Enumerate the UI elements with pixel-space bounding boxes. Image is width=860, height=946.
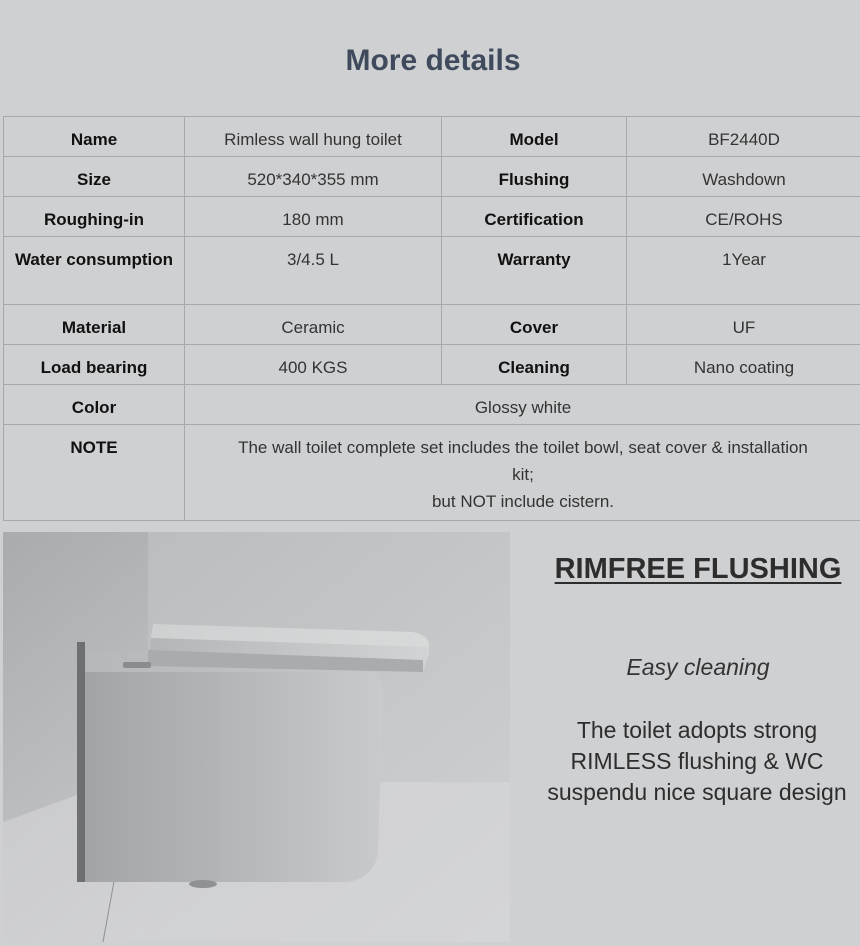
- wall-hung-toilet-image: [3, 532, 510, 942]
- table-row: [4, 305, 860, 345]
- note-value: [185, 425, 860, 521]
- certification-label: Certification: [442, 197, 627, 237]
- table-row: [4, 197, 860, 237]
- color-label: Color: [4, 385, 185, 425]
- size-value: 520*340*355 mm: [185, 157, 442, 197]
- table-row: [4, 345, 860, 385]
- model-label: Model: [442, 117, 627, 157]
- size-label: Size: [4, 157, 185, 197]
- spec-table: [3, 116, 860, 521]
- cleaning-label: Cleaning: [442, 345, 627, 385]
- table-row: [4, 157, 860, 197]
- warranty-label: Warranty: [442, 237, 627, 305]
- name-value: Rimless wall hung toilet: [185, 117, 442, 157]
- page-title: More details: [345, 44, 521, 77]
- cleaning-value: Nano coating: [627, 345, 860, 385]
- table-row: [4, 385, 860, 425]
- model-value: BF2440D: [627, 117, 860, 157]
- feature-description: The toilet adopts strong RIMLESS flushing & WC suspendu nice square design: [547, 717, 847, 805]
- table-row: [4, 117, 860, 157]
- product-photo: [3, 532, 510, 942]
- water-consumption-value: 3/4.5 L: [185, 237, 442, 305]
- water-consumption-label: Water consumption: [4, 237, 185, 305]
- note-text-line-2: but NOT include cistern.: [431, 492, 615, 511]
- feature-title: RIMFREE FLUSHING: [554, 553, 842, 585]
- name-label: Name: [4, 117, 185, 157]
- warranty-value: 1Year: [627, 237, 860, 305]
- load-bearing-value: 400 KGS: [185, 345, 442, 385]
- table-row: [4, 237, 860, 305]
- roughing-in-value: 180 mm: [185, 197, 442, 237]
- certification-value: CE/ROHS: [627, 197, 860, 237]
- cover-label: Cover: [442, 305, 627, 345]
- flushing-value: Washdown: [627, 157, 860, 197]
- roughing-in-label: Roughing-in: [4, 197, 185, 237]
- material-label: Material: [4, 305, 185, 345]
- feature-subtitle: Easy cleaning: [626, 654, 770, 680]
- load-bearing-label: Load bearing: [4, 345, 185, 385]
- note-text-line-1: The wall toilet complete set includes the toilet bowl, seat cover & installation kit;: [238, 438, 808, 484]
- material-value: Ceramic: [185, 305, 442, 345]
- color-value: Glossy white: [185, 385, 860, 425]
- note-label: NOTE: [4, 425, 185, 521]
- table-row: [4, 425, 860, 521]
- cover-value: UF: [627, 305, 860, 345]
- flushing-label: Flushing: [442, 157, 627, 197]
